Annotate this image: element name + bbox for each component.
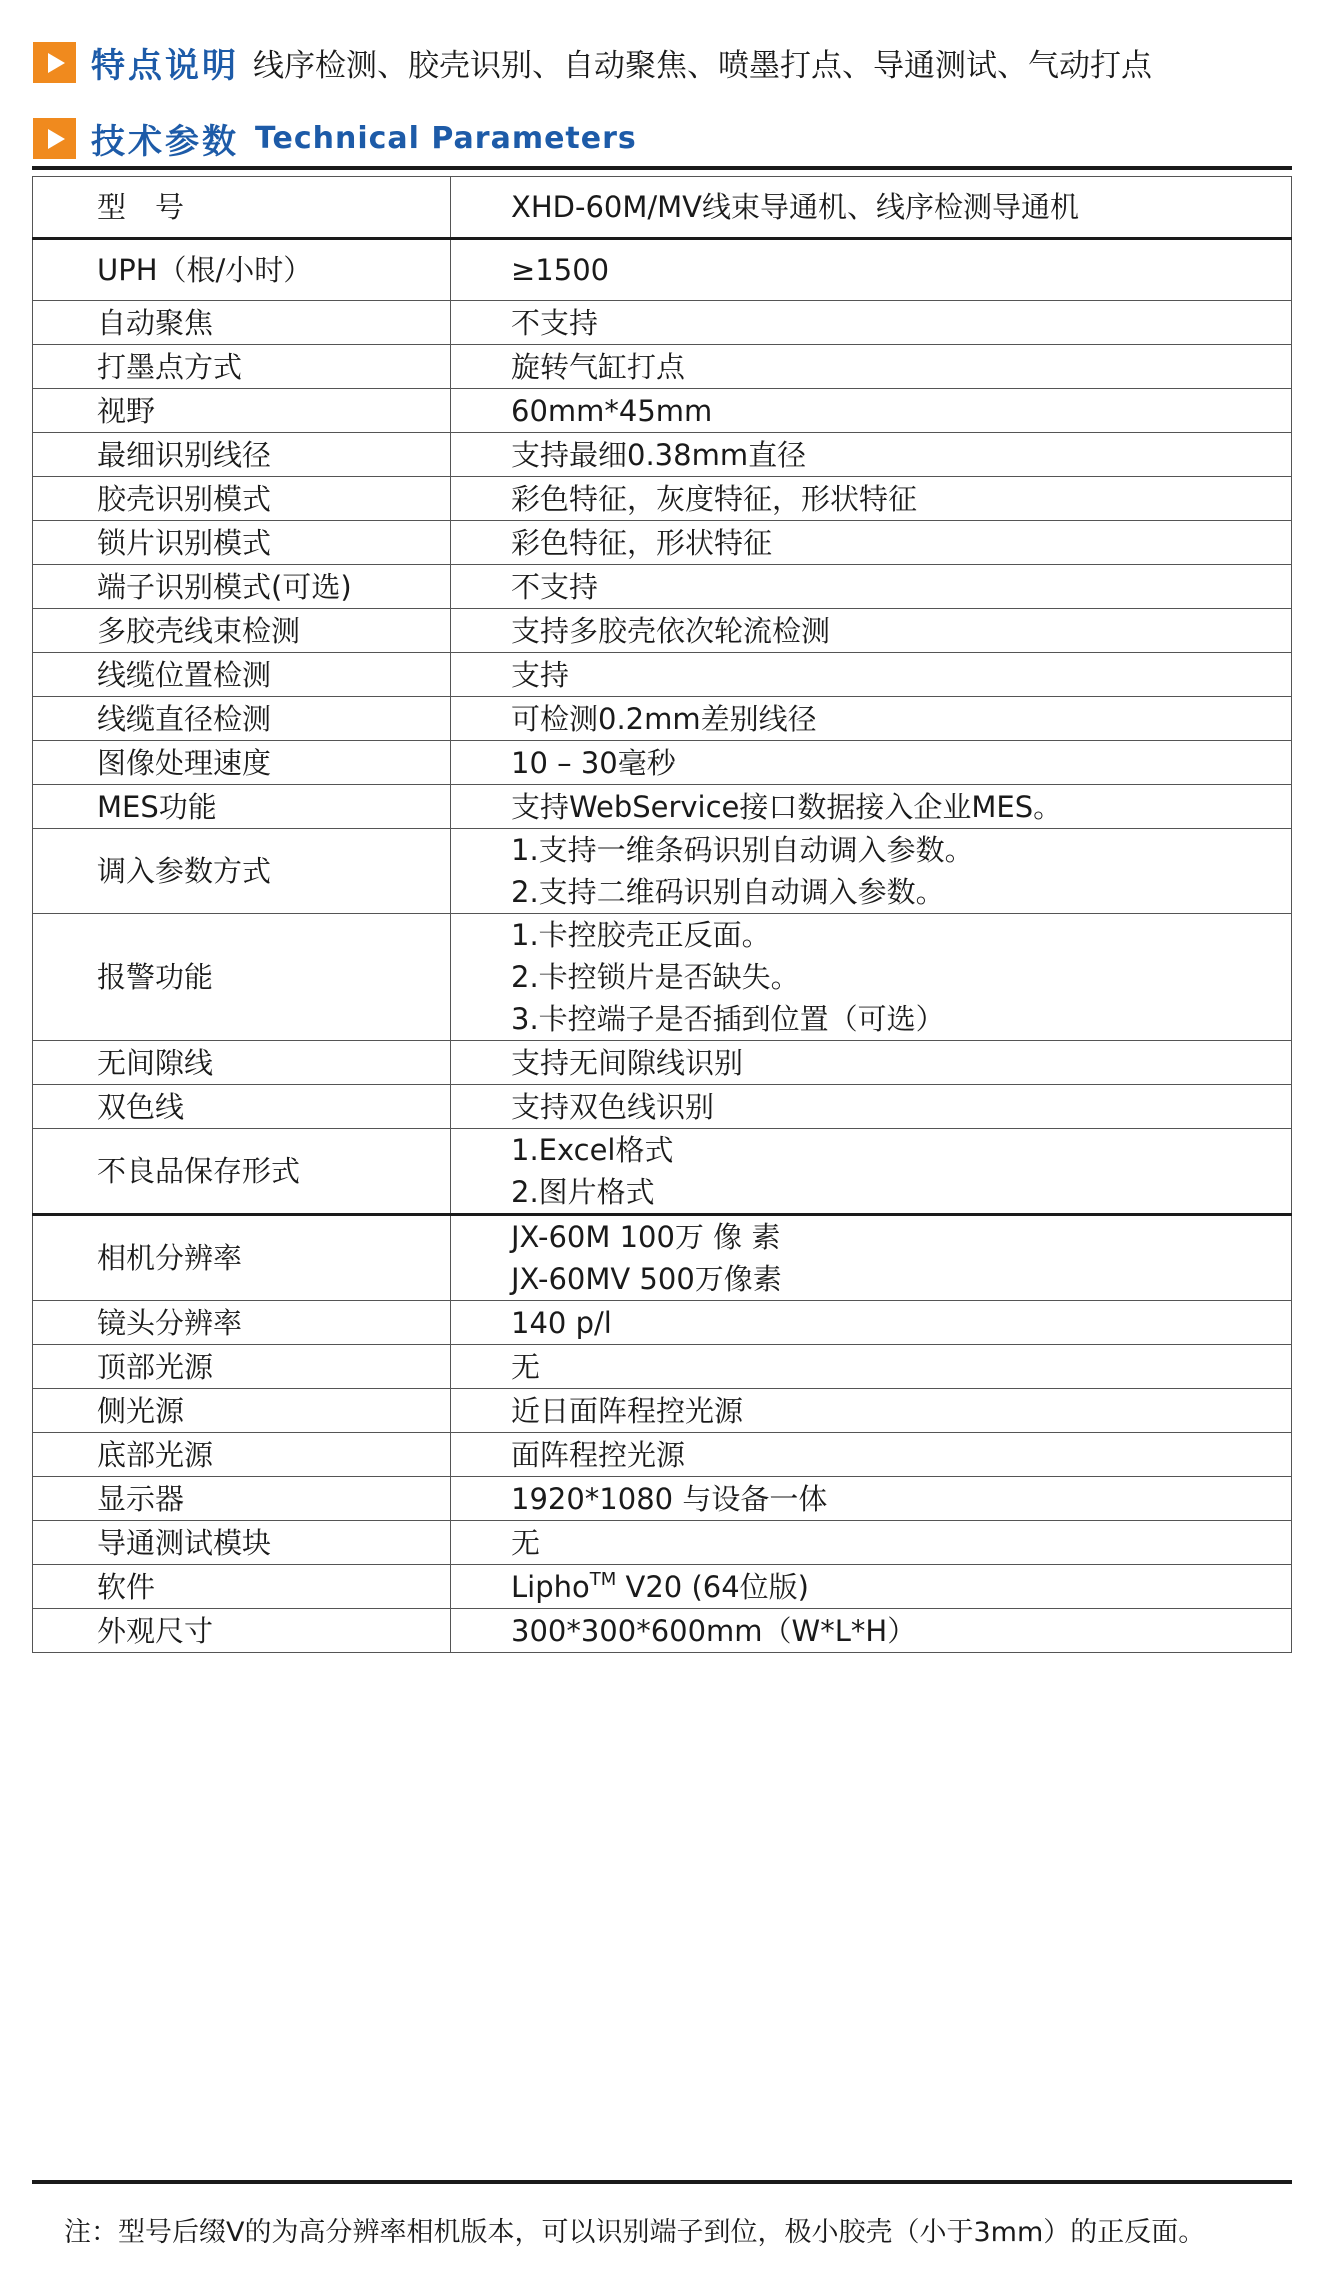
- table-row: [33, 565, 1292, 609]
- table-row: [33, 239, 1292, 301]
- param-name: 打墨点方式: [33, 345, 451, 389]
- feature-title: 特点说明: [91, 46, 239, 86]
- table-row: [33, 1301, 1292, 1345]
- param-name: 多胶壳线束检测: [33, 609, 451, 653]
- param-value-line: 旋转气缸打点: [511, 349, 686, 384]
- param-value-line: 无: [511, 1525, 541, 1560]
- footnote: 注：型号后缀V的为高分辨率相机版本，可以识别端子到位，极小胶壳（小于3mm）的正反面。: [64, 2217, 1206, 2248]
- software-version: V20 (64位版): [616, 1569, 809, 1604]
- table-row: [33, 301, 1292, 345]
- param-value-line: 面阵程控光源: [511, 1437, 686, 1472]
- param-name: 线缆位置检测: [33, 653, 451, 697]
- table-row: [33, 1041, 1292, 1085]
- param-name: 相机分辨率: [33, 1215, 451, 1301]
- param-name: 调入参数方式: [33, 829, 451, 914]
- param-value: [451, 1345, 1292, 1389]
- param-name: 双色线: [33, 1085, 451, 1129]
- param-name: 视野: [33, 389, 451, 433]
- param-value: [451, 1129, 1292, 1215]
- param-name: 最细识别线径: [33, 433, 451, 477]
- param-name: 不良品保存形式: [33, 1129, 451, 1215]
- param-value: [451, 301, 1292, 345]
- param-value: [451, 1609, 1292, 1653]
- table-row: [33, 1609, 1292, 1653]
- param-value-line: 140 p/l: [511, 1305, 612, 1340]
- table-row: [33, 1389, 1292, 1433]
- header-key-cell: 型 号: [33, 177, 451, 239]
- param-value-line: JX-60MV 500万像素: [511, 1262, 782, 1296]
- param-value-line: ≥1500: [511, 253, 610, 287]
- table-row: [33, 741, 1292, 785]
- table-row: [33, 609, 1292, 653]
- param-value-line: 1.卡控胶壳正反面。: [511, 918, 771, 952]
- table-row: [33, 785, 1292, 829]
- param-name: 侧光源: [33, 1389, 451, 1433]
- param-name: 底部光源: [33, 1433, 451, 1477]
- param-name: 报警功能: [33, 914, 451, 1041]
- param-value-line: 彩色特征，灰度特征，形状特征: [511, 481, 918, 516]
- param-value-line: 不支持: [511, 305, 599, 340]
- table-row: [33, 1565, 1292, 1609]
- param-name: 顶部光源: [33, 1345, 451, 1389]
- play-arrow-icon: [33, 42, 76, 83]
- param-value-line: 无: [511, 1349, 541, 1384]
- table-row: [33, 521, 1292, 565]
- param-value: [451, 829, 1292, 914]
- param-value-line: 可检测0.2mm差别线径: [511, 701, 817, 736]
- tech-header: [33, 114, 637, 163]
- param-value-line: 10 – 30毫秒: [511, 745, 676, 780]
- param-value: [451, 609, 1292, 653]
- table-row: [33, 1345, 1292, 1389]
- table-row: [33, 433, 1292, 477]
- param-name: 端子识别模式(可选): [33, 565, 451, 609]
- param-value-line: 1.Excel格式: [511, 1133, 674, 1167]
- param-value-line: 1.支持一维条码识别自动调入参数。: [511, 833, 974, 867]
- param-value: [451, 1215, 1292, 1301]
- param-name: 锁片识别模式: [33, 521, 451, 565]
- param-value-line: 300*300*600mm（W*L*H）: [511, 1613, 917, 1648]
- table-row: [33, 1433, 1292, 1477]
- param-value-line: 近日面阵程控光源: [511, 1393, 744, 1428]
- param-value: [451, 741, 1292, 785]
- table-row: [33, 1521, 1292, 1565]
- param-value: [451, 1433, 1292, 1477]
- table-row: [33, 1129, 1292, 1215]
- param-value: [451, 1565, 1292, 1609]
- table-row: [33, 477, 1292, 521]
- param-value-line: 彩色特征，形状特征: [511, 525, 773, 560]
- param-value: [451, 1301, 1292, 1345]
- param-value: [451, 914, 1292, 1041]
- param-value-line: 1920*1080 与设备一体: [511, 1481, 828, 1516]
- param-value: [451, 477, 1292, 521]
- param-name: UPH（根/小时）: [33, 239, 451, 301]
- param-name: MES功能: [33, 785, 451, 829]
- param-name: 导通测试模块: [33, 1521, 451, 1565]
- table-row: [33, 345, 1292, 389]
- param-value-line: 不支持: [511, 569, 599, 604]
- param-value: [451, 1521, 1292, 1565]
- feature-description: 线序检测、胶壳识别、自动聚焦、喷墨打点、导通测试、气动打点: [253, 48, 1152, 84]
- play-arrow-icon: [33, 118, 76, 159]
- param-name: 外观尺寸: [33, 1609, 451, 1653]
- table-row: [33, 1085, 1292, 1129]
- spec-table: [32, 176, 1292, 1653]
- param-value-line: 3.卡控端子是否插到位置（可选）: [511, 1002, 945, 1036]
- top-rule: [32, 166, 1292, 170]
- table-header-row: [33, 177, 1292, 239]
- header-value-cell: XHD-60M/MV线束导通机、线序检测导通机: [451, 177, 1292, 239]
- table-row: [33, 653, 1292, 697]
- param-value-line: 支持双色线识别: [511, 1089, 715, 1124]
- tech-title: 技术参数: [91, 122, 239, 162]
- param-value-line: 2.卡控锁片是否缺失。: [511, 960, 800, 994]
- param-value: [451, 345, 1292, 389]
- param-name: 显示器: [33, 1477, 451, 1521]
- param-value-line: 支持: [511, 657, 570, 692]
- param-value: [451, 433, 1292, 477]
- param-value-line: 支持最细0.38mm直径: [511, 437, 807, 472]
- table-row: [33, 1215, 1292, 1301]
- param-value: [451, 239, 1292, 301]
- param-value: [451, 785, 1292, 829]
- table-row: [33, 389, 1292, 433]
- param-name: 软件: [33, 1565, 451, 1609]
- table-row: [33, 829, 1292, 914]
- param-name: 自动聚焦: [33, 301, 451, 345]
- param-name: 胶壳识别模式: [33, 477, 451, 521]
- param-name: 图像处理速度: [33, 741, 451, 785]
- table-row: [33, 914, 1292, 1041]
- feature-header: [33, 38, 1152, 87]
- param-value: [451, 1389, 1292, 1433]
- param-value-line: 支持多胶壳依次轮流检测: [511, 613, 831, 648]
- param-value-line: 支持WebService接口数据接入企业MES。: [511, 789, 1063, 824]
- param-value-line: 支持无间隙线识别: [511, 1045, 744, 1080]
- param-name: 线缆直径检测: [33, 697, 451, 741]
- param-name: 镜头分辨率: [33, 1301, 451, 1345]
- param-value: [451, 697, 1292, 741]
- param-value: [451, 653, 1292, 697]
- param-value-line: 2.支持二维码识别自动调入参数。: [511, 875, 945, 909]
- param-value: [451, 565, 1292, 609]
- param-value-line: 2.图片格式: [511, 1175, 655, 1209]
- param-value: [451, 389, 1292, 433]
- bottom-rule: [32, 2180, 1292, 2184]
- param-value: [451, 1085, 1292, 1129]
- table-row: [33, 1477, 1292, 1521]
- param-value: [451, 1041, 1292, 1085]
- param-value: [451, 1477, 1292, 1521]
- table-row: [33, 697, 1292, 741]
- param-value-line: 60mm*45mm: [511, 393, 713, 428]
- software-name: Lipho: [511, 1569, 590, 1604]
- trademark-mark: TM: [589, 1568, 617, 1590]
- tech-title-english: Technical Parameters: [255, 121, 637, 156]
- param-value-line: JX-60M 100万 像 素: [511, 1220, 781, 1254]
- param-value: [451, 521, 1292, 565]
- param-name: 无间隙线: [33, 1041, 451, 1085]
